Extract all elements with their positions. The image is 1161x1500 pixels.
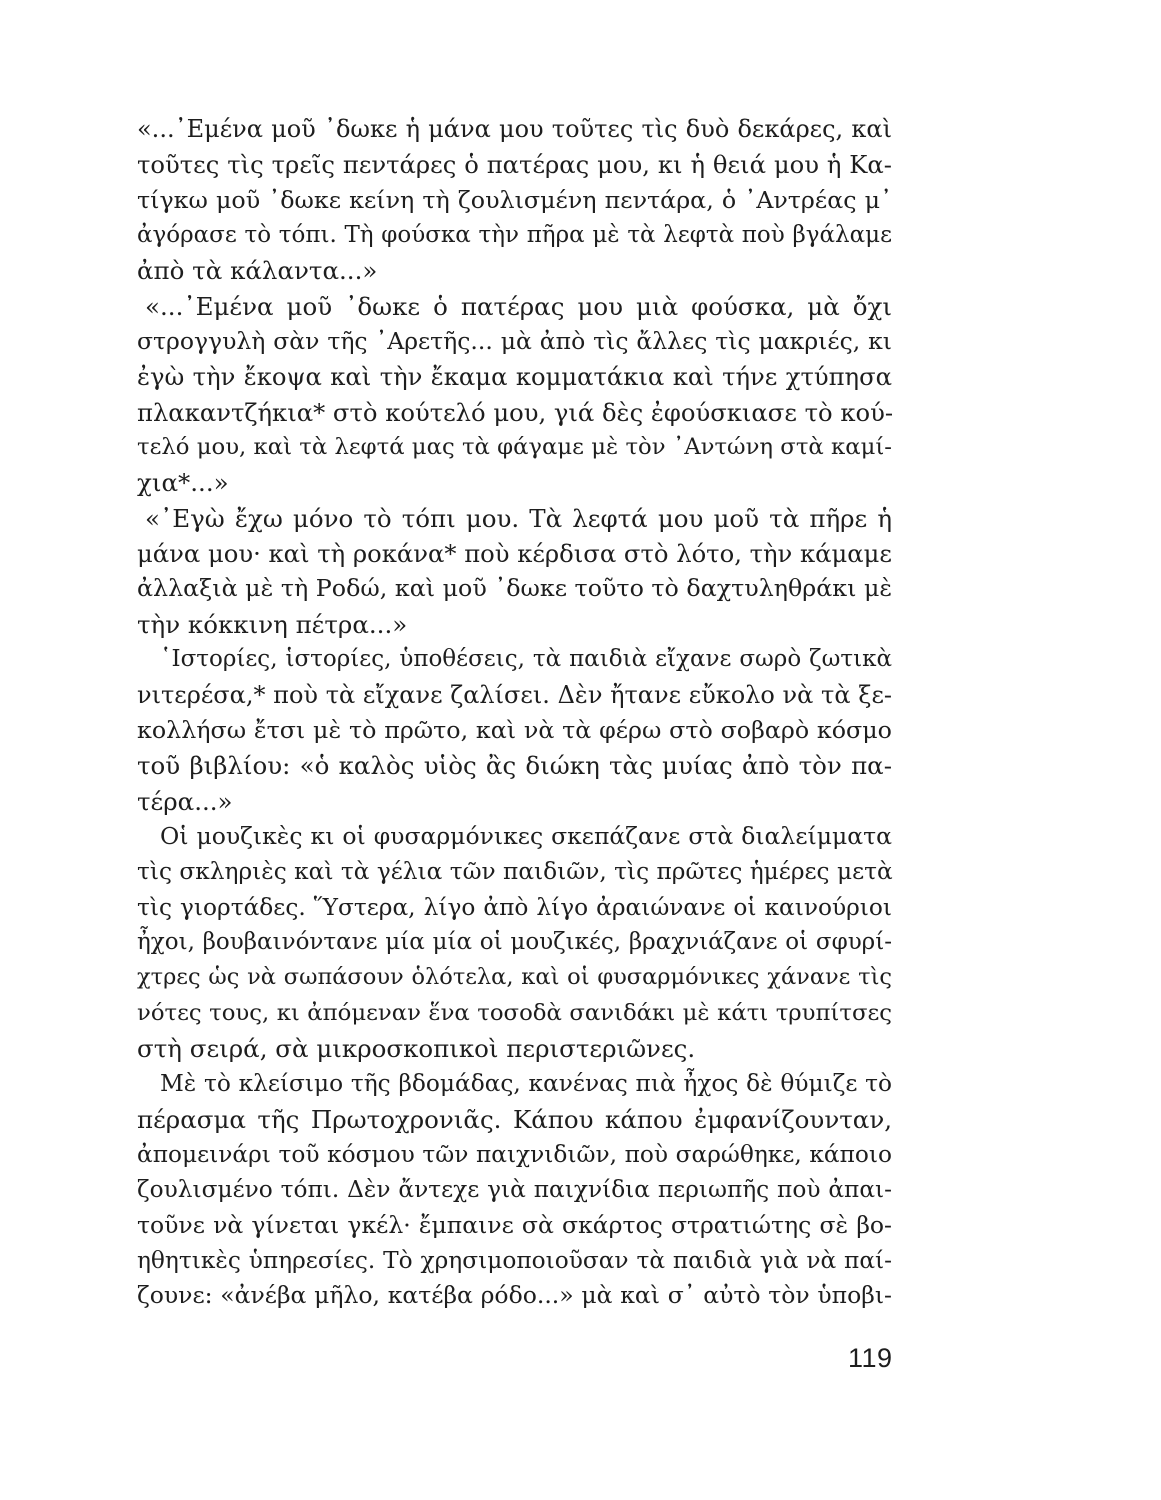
text-line: «᾽Εγὼ ἔχω μόνο τὸ τόπι μου. Τὰ λεφτά μου μοῦ τὰ πῆρε ἡ: [145, 503, 892, 533]
text-line: τοῦτες τὶς τρεῖς πεντάρες ὁ πατέρας μου, κι ἡ θειά μου ἡ Κα-: [137, 150, 892, 180]
text-line: ἀγόρασε τὸ τόπι. Τὴ φούσκα τὴν πῆρα μὲ τὰ λεφτὰ ποὺ βγάλαμε: [137, 222, 892, 249]
text-line: ἦχοι, βουβαινόντανε μία μία οἱ μουζικές, βραχνιάζανε οἱ σφυρί-: [137, 928, 892, 955]
text-line: τοῦ βιβλίου: «ὁ καλὸς υἱὸς ἂς διώκη τὰς μυίας ἀπὸ τὸν πα-: [137, 751, 892, 781]
text-line: κολλήσω ἔτσι μὲ τὸ πρῶτο, καὶ νὰ τὰ φέρω στὸ σοβαρὸ κόσμο: [137, 715, 892, 744]
text-line: Οἱ μουζικὲς κι οἱ φυσαρμόνικες σκεπάζανε στὰ διαλείμματα: [160, 821, 892, 850]
text-line: ζουλισμένο τόπι. Δὲν ἄντεχε γιὰ παιχνίδια περιωπῆς ποὺ ἀπαι-: [137, 1176, 892, 1204]
text-line: στρογγυλὴ σὰν τῆς ᾽Αρετῆς... μὰ ἀπὸ τὶς ἄλλες τὶς μακριές, κι: [137, 327, 892, 356]
text-line: τὶς γιορτάδες. Ὕστερα, λίγο ἀπὸ λίγο ἀραιώνανε οἱ καινούριοι: [137, 893, 892, 921]
text-line: τοῦνε νὰ γίνεται γκέλ· ἔμπαινε σὰ σκάρτος στρατιώτης σὲ βο-: [137, 1210, 892, 1239]
text-line: νιτερέσα,* ποὺ τὰ εἴχανε ζαλίσει. Δὲν ἤτανε εὔκολο νὰ τὰ ξε-: [137, 680, 892, 709]
text-line: ζουνε: «ἀνέβα μῆλο, κατέβα ρόδο...» μὰ καὶ σ᾽ αὐτὸ τὸν ὑποβι-: [137, 1281, 892, 1310]
text-line: χια*...»: [137, 468, 229, 498]
text-line: πλακαντζήκια* στὸ κούτελό μου, γιά δὲς ἐφούσκιασε τὸ κού-: [137, 397, 894, 427]
text-line: τὶς σκληριὲς καὶ τὰ γέλια τῶν παιδιῶν, τὶς πρῶτες ἡμέρες μετὰ: [137, 858, 893, 886]
text-line: πέρασμα τῆς Πρωτοχρονιᾶς. Κάπου κάπου ἐμφανίζουνταν,: [137, 1104, 892, 1134]
text-line: ῾Ιστορίες, ἱστορίες, ὑποθέσεις, τὰ παιδιὰ εἴχανε σωρὸ ζωτικὰ: [160, 646, 892, 673]
text-line: τελό μου, καὶ τὰ λεφτά μας τὰ φάγαμε μὲ τὸν ᾽Αντώνη στὰ καμί-: [137, 434, 892, 461]
text-line: ἀπομεινάρι τοῦ κόσμου τῶν παιχνιδιῶν, ποὺ σαρώθηκε, κάποιο: [137, 1140, 892, 1168]
text-line: ἀπὸ τὰ κάλαντα...»: [137, 256, 378, 286]
text-line: χτρες ὡς νὰ σωπάσουν ὁλότελα, καὶ οἱ φυσαρμόνικες χάνανε τὶς: [137, 964, 892, 991]
body-text: [137, 112, 892, 1314]
text-line: στὴ σειρά, σὰ μικροσκοπικοὶ περιστεριῶνες.: [137, 1033, 696, 1063]
text-line: Μὲ τὸ κλείσιμο τῆς βδομάδας, κανένας πιὰ ἦχος δὲ θύμιζε τὸ: [160, 1070, 892, 1098]
text-line: νότες τους, κι ἀπόμεναν ἕνα τοσοδὰ σανιδάκι μὲ κάτι τρυπίτσες: [137, 999, 892, 1026]
text-line: μάνα μου· καὶ τὴ ροκάνα* ποὺ κέρδισα στὸ λότο, τὴν κάμαμε: [137, 539, 892, 569]
text-line: ηθητικὲς ὑπηρεσίες. Τὸ χρησιμοποιοῦσαν τὰ παιδιὰ γιὰ νὰ παί-: [137, 1247, 892, 1274]
text-line: «...᾽Εμένα μοῦ ᾽δωκε ὁ πατέρας μου μιὰ φούσκα, μὰ ὄχι: [145, 291, 892, 321]
text-line: ἐγὼ τὴν ἔκοψα καὶ τὴν ἔκαμα κομματάκια καὶ τήνε χτύπησα: [137, 362, 892, 392]
text-line: τέρα...»: [137, 786, 233, 816]
text-line: τὴν κόκκινη πέτρα...»: [137, 609, 408, 639]
text-line: ἀλλαξιὰ μὲ τὴ Ροδώ, καὶ μοῦ ᾽δωκε τοῦτο τὸ δαχτυληθράκι μὲ: [137, 574, 893, 603]
page-number: 119: [848, 1343, 893, 1373]
text-line: τίγκω μοῦ ᾽δωκε κείνη τὴ ζουλισμένη πεντάρα, ὁ ᾽Αντρέας μ᾽: [137, 185, 892, 214]
text-line: «...᾽Εμένα μοῦ ᾽δωκε ἡ μάνα μου τοῦτες τὶς δυὸ δεκάρες, καὶ: [137, 115, 892, 143]
